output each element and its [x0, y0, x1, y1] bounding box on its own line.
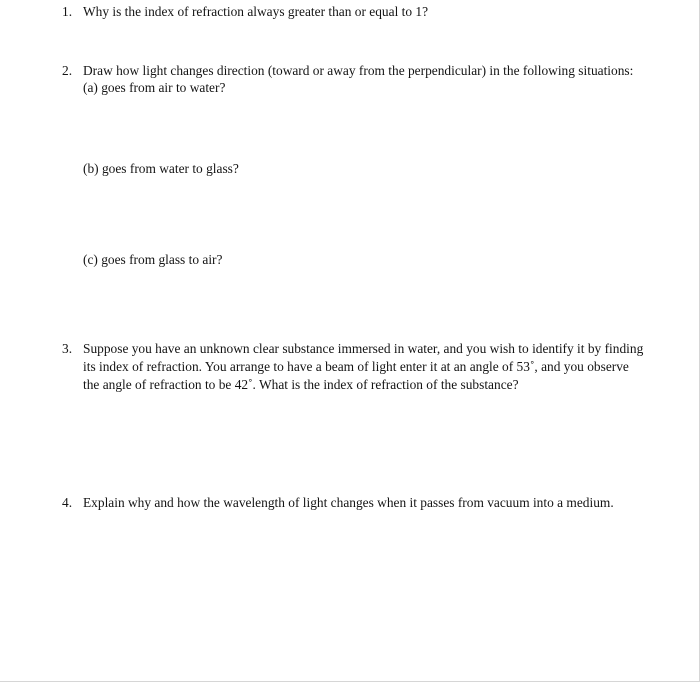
question-number: 4.: [62, 495, 73, 510]
question-text: [83, 62, 663, 80]
question-number: 2.: [62, 63, 73, 78]
question-number: 1.: [62, 4, 73, 19]
question-text: [83, 340, 663, 394]
question-line: the angle of refraction to be 42˚. What is the index of refraction of the substance?: [83, 377, 519, 392]
question-text: [83, 494, 663, 512]
question-2-part-b: (b) goes from water to glass?: [83, 161, 239, 176]
question-line: Draw how light changes direction (toward or away from the perpendicular) in the following situations:: [83, 63, 634, 78]
question-2-part-a: (a) goes from air to water?: [83, 80, 226, 95]
question-text: [83, 3, 663, 21]
question-line: Explain why and how the wavelength of light changes when it passes from vacuum into a medium.: [83, 495, 614, 510]
question-line: its index of refraction. You arrange to have a beam of light enter it at an angle of 53˚, and you observe: [83, 359, 629, 374]
question-line: Suppose you have an unknown clear substance immersed in water, and you wish to identify it by finding: [83, 341, 644, 356]
question-line: Why is the index of refraction always greater than or equal to 1?: [83, 4, 429, 19]
question-2-part-c: (c) goes from glass to air?: [83, 252, 223, 267]
question-number: 3.: [62, 341, 73, 356]
